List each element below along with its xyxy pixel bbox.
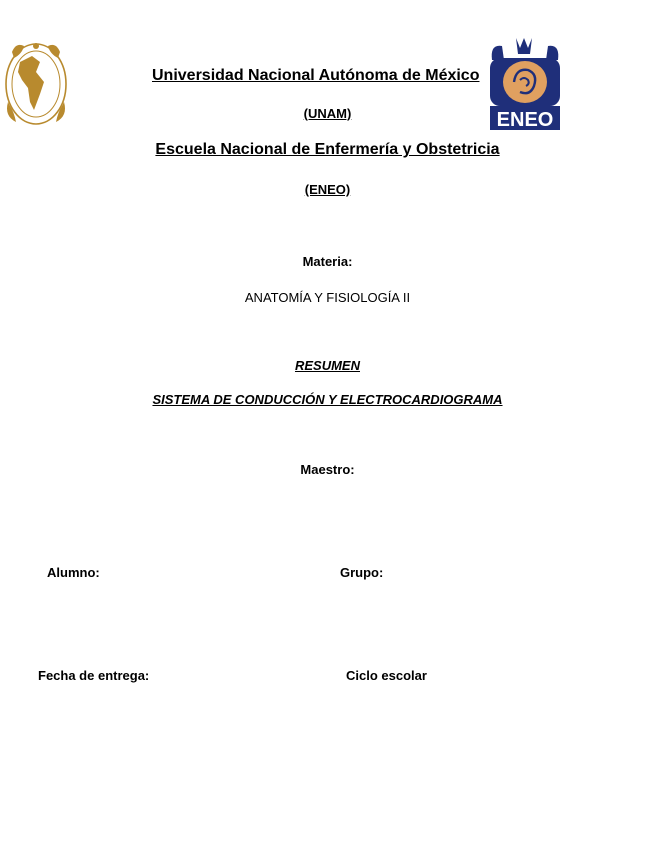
subject-label: Materia: [302, 254, 353, 269]
eneo-logo-text: ENEO [496, 109, 554, 131]
school-title: Escuela Nacional de Enfermería y Obstetricia [155, 141, 500, 158]
student-label: Alumno: [47, 565, 100, 580]
document-type: RESUMEN [294, 358, 360, 373]
school-abbr: (ENEO) [304, 182, 351, 197]
university-title-wrap [152, 67, 486, 89]
group-label: Grupo: [340, 565, 384, 580]
document-topic: SISTEMA DE CONDUCCIÓN Y ELECTROCARDIOGRAMA [152, 392, 503, 407]
teacher-label: Maestro: [300, 462, 355, 477]
subject-value: ANATOMÍA Y FISIOLOGÍA II [244, 290, 411, 305]
university-title: Universidad Nacional Autónoma de México [152, 67, 480, 84]
school-year-label: Ciclo escolar [346, 668, 427, 683]
due-date-label: Fecha de entrega: [38, 668, 150, 683]
university-abbr: (UNAM) [303, 106, 352, 121]
